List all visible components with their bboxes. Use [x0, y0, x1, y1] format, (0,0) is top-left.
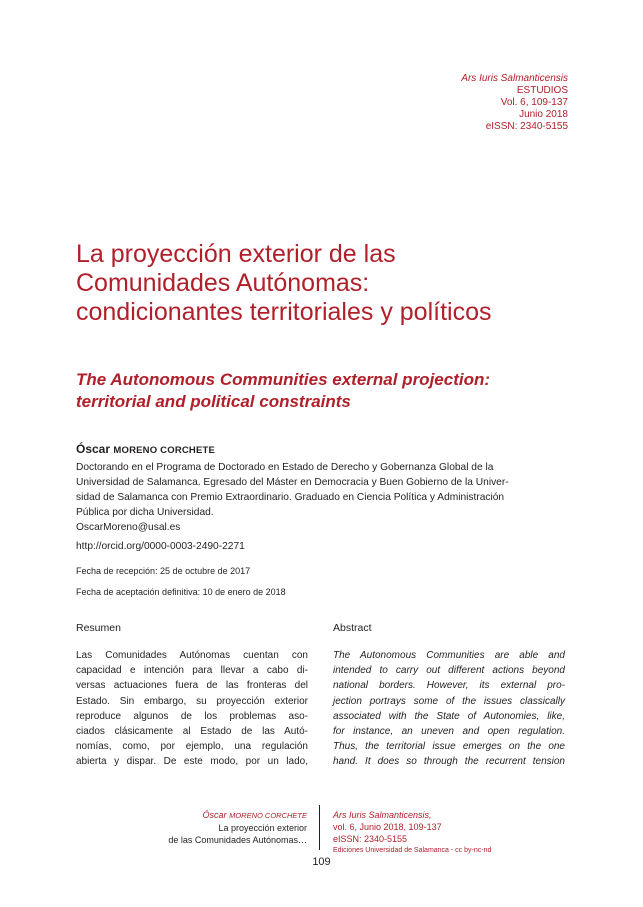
- footer-eissn: eISSN: 2340-5155: [333, 834, 408, 844]
- footer-author-last: MORENO CORCHETE: [229, 811, 307, 820]
- abstract-line: The Autonomous Communities are able and: [333, 650, 565, 661]
- accepted-date: Fecha de aceptación definitiva: 10 de enero de 2018: [76, 587, 286, 597]
- footer-author: [168, 809, 307, 822]
- resumen-line: abierta y dispar. De este modo, por un lado,: [76, 756, 308, 768]
- abstract-text: [333, 648, 565, 770]
- subtitle-line: The Autonomous Communities external projection:: [76, 370, 491, 389]
- article-title: [76, 240, 576, 327]
- resumen-heading: Resumen: [76, 622, 121, 634]
- resumen-line: reproduce algunos de los problemas aso-: [76, 710, 308, 722]
- footer-author-first: Óscar: [202, 810, 227, 820]
- title-line: La proyección exterior de las: [76, 240, 396, 268]
- resumen-line: nomías, como, por ejemplo, una regulación: [76, 741, 308, 753]
- author-orcid-link[interactable]: http://orcid.org/0000-0003-2490-2271: [76, 541, 245, 552]
- resumen-text: [76, 648, 308, 770]
- resumen-line: Las Comunidades Autónomas cuentan con: [76, 650, 308, 661]
- affiliation-line: Pública por dicha Universidad.: [76, 507, 214, 518]
- footer-journal-info: [333, 809, 491, 857]
- affiliation-line: Doctorando en el Programa de Doctorado en Estado de Derecho y Gobernanza Global de la: [76, 462, 494, 473]
- affiliation-line: sidad de Salamanca con Premio Extraordinario. Graduado en Ciencia Política y Administración: [76, 492, 505, 503]
- author-last-name: MORENO CORCHETE: [113, 445, 216, 456]
- abstract-line: for instance, an uneven and open regulation.: [333, 726, 565, 738]
- footer-running-head: [168, 809, 307, 846]
- journal-name: Ars Iuris Salmanticensis: [461, 73, 568, 84]
- journal-header: [461, 73, 568, 133]
- resumen-line: ciados clásicamente al Estado de las Autó-: [76, 726, 308, 738]
- section-label: ESTUDIOS: [516, 85, 568, 96]
- page-number: 109: [312, 856, 331, 868]
- volume-info: Vol. 6, 109-137: [500, 97, 568, 108]
- abstract-line: Thus, the territorial issue emerges on the one: [333, 741, 565, 753]
- resumen-line: Estado. Sin embargo, su proyección exterior: [76, 695, 308, 707]
- title-line: Comunidades Autónomas:: [76, 269, 370, 297]
- resumen-line: capacidad e intención para llevar a cabo di-: [76, 665, 308, 677]
- footer-title-line: de las Comunidades Autónomas…: [168, 835, 307, 845]
- eissn: eISSN: 2340-5155: [485, 121, 568, 132]
- footer-journal: Ars Iuris Salmanticensis,: [333, 810, 432, 820]
- article-subtitle: [76, 369, 576, 413]
- author-name: [76, 442, 215, 456]
- abstract-line: jection portrays some of the issues classically: [333, 695, 565, 707]
- footer-title-line: La proyección exterior: [218, 823, 307, 833]
- abstract-line: national borders. However, its external pro-: [333, 680, 565, 692]
- abstract-line: associated with the State of Autonomies, like,: [333, 710, 565, 722]
- abstract-line: hand. It does so through the recurrent tension: [333, 756, 565, 768]
- received-date: Fecha de recepción: 25 de octubre de 2017: [76, 566, 251, 576]
- author-affiliation: [76, 460, 566, 520]
- subtitle-line: territorial and political constraints: [76, 392, 351, 411]
- footer-publisher: Ediciones Universidad de Salamanca - cc by-nc-nd: [333, 847, 492, 854]
- footer-divider: [319, 805, 320, 850]
- title-line: condicionantes territoriales y políticos: [76, 298, 492, 326]
- author-email[interactable]: OscarMoreno@usal.es: [76, 522, 181, 533]
- issue-date: Junio 2018: [519, 109, 568, 120]
- resumen-line: versas actuaciones fuera de las fronteras del: [76, 680, 308, 692]
- footer-volume: vol. 6, Junio 2018, 109-137: [333, 822, 442, 832]
- abstract-heading: Abstract: [333, 622, 372, 634]
- abstract-line: intended to carry out different actions beyond: [333, 665, 565, 677]
- affiliation-line: Universidad de Salamanca. Egresado del Máster en Democracia y Buen Gobierno de la Univer-: [76, 477, 509, 488]
- author-first-name: Óscar: [76, 442, 111, 456]
